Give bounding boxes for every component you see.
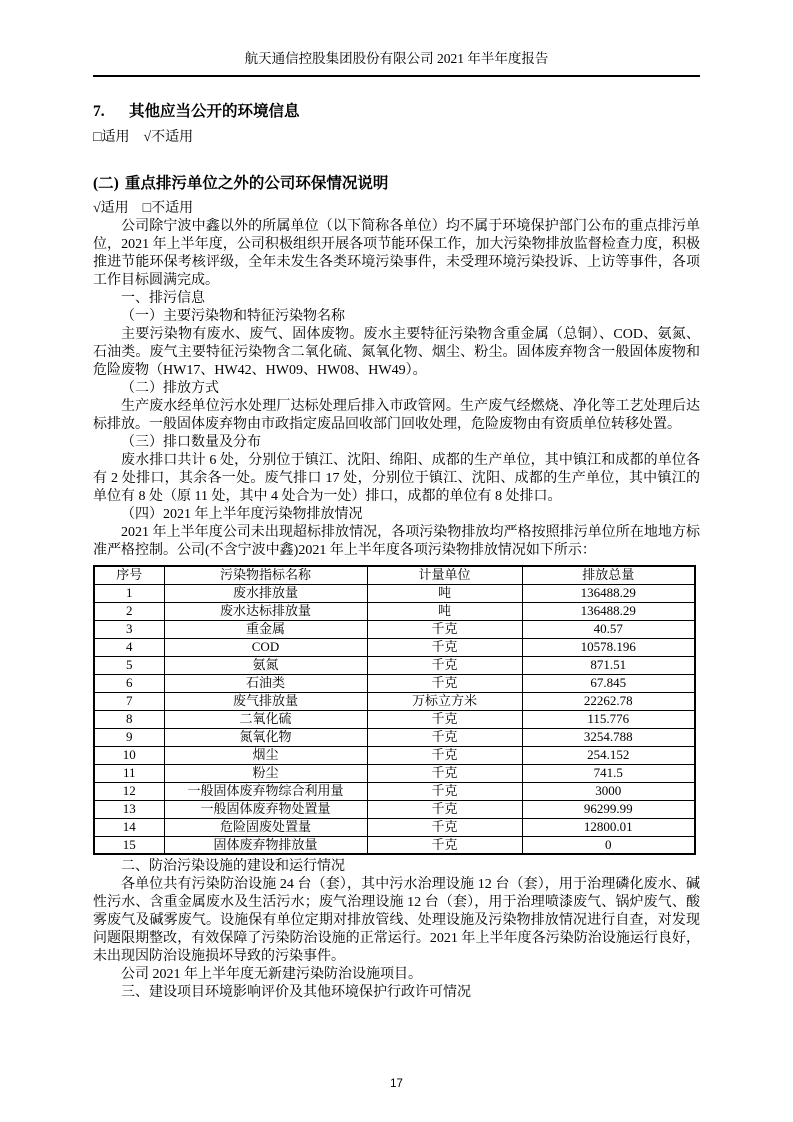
cell-total: 254.152	[522, 746, 695, 764]
cell-index: 10	[94, 746, 164, 764]
cell-index: 3	[94, 620, 164, 638]
cell-total: 22262.78	[522, 692, 695, 710]
paragraph: 公司 2021 年上半年度无新建污染防治设施项目。	[121, 967, 422, 982]
cell-unit: 万标立方米	[367, 692, 522, 710]
cell-unit: 千克	[367, 674, 522, 692]
table-row	[94, 602, 695, 620]
cell-total: 136488.29	[522, 584, 695, 602]
cell-unit: 千克	[367, 638, 522, 656]
cell-total: 741.5	[522, 764, 695, 782]
table-header-row	[94, 566, 695, 584]
cell-unit: 千克	[367, 746, 522, 764]
cell-total: 12800.01	[522, 818, 695, 836]
cell-pollutant: 一般固体废弃物综合利用量	[164, 782, 367, 800]
cell-total: 10578.196	[522, 638, 695, 656]
cell-pollutant: 危险固废处置量	[164, 818, 367, 836]
cell-total: 3254.788	[522, 728, 695, 746]
section-env-heading	[93, 174, 700, 193]
cell-index: 12	[94, 782, 164, 800]
cell-index: 7	[94, 692, 164, 710]
cell-total: 0	[522, 836, 695, 854]
cell-pollutant: 废水达标排放量	[164, 602, 367, 620]
cell-index: 14	[94, 818, 164, 836]
cell-unit: 千克	[367, 728, 522, 746]
cell-index: 8	[94, 710, 164, 728]
paragraph: 废水排口共计 6 处，分别位于镇江、沈阳、绵阳、成都的生产单位，其中镇江和成都的单位各有 2 处排口，其余各一处。废气排口 17 处，分别位于镇江、沈阳、成都的生产单位，其中镇江的单位有 8 处（原 11 处，其中 4 处合为一处）排口，成都的单位有 8 处排口。	[93, 453, 700, 504]
cell-total: 871.51	[522, 656, 695, 674]
paragraph: 生产废水经单位污水处理厂达标处理后排入市政管网。生产废气经燃烧、净化等工艺处理后达标排放。一般固体废弃物由市政指定废品回收部门回收处理，危险废物由有资质单位转移处置。	[93, 399, 700, 432]
cell-pollutant: 废气排放量	[164, 692, 367, 710]
cell-pollutant: 二氧化硫	[164, 710, 367, 728]
cell-pollutant: 烟尘	[164, 746, 367, 764]
cell-index: 5	[94, 656, 164, 674]
cell-unit: 吨	[367, 602, 522, 620]
cell-unit: 千克	[367, 620, 522, 638]
paragraph: （一）主要污染物和特征污染物名称	[121, 309, 345, 324]
cell-pollutant: 固体废弃物排放量	[164, 836, 367, 854]
paragraphs-before-table	[93, 218, 700, 560]
paragraph: 公司除宁波中鑫以外的所属单位（以下简称各单位）均不属于环境保护部门公布的重点排污单位，2021 年上半年度，公司积极组织开展各项节能环保工作，加大污染物排放监督检查力度，积极推进节能环保考核评级，全年未发生各类环境污染事件，未受理环境污染投诉、上访等事件，各项工作目标圆满完成。	[93, 219, 700, 288]
cell-unit: 千克	[367, 818, 522, 836]
table-row	[94, 728, 695, 746]
section-7-applicability: □适用 √不适用	[93, 130, 194, 145]
column-header-unit: 计量单位	[367, 566, 522, 584]
table-row	[94, 782, 695, 800]
report-title: 航天通信控股集团股份有限公司 2021 年半年度报告	[244, 51, 549, 66]
cell-pollutant: 废水排放量	[164, 584, 367, 602]
section-env-applicability: √适用 □不适用	[93, 201, 194, 216]
pollutant-emission-table	[93, 565, 696, 855]
cell-pollutant: 氮氧化物	[164, 728, 367, 746]
cell-unit: 千克	[367, 710, 522, 728]
table-row	[94, 656, 695, 674]
table-row	[94, 800, 695, 818]
section-7-title: 其他应当公开的环境信息	[129, 103, 300, 120]
cell-total: 96299.99	[522, 800, 695, 818]
table-body	[94, 584, 695, 854]
paragraph: （二）排放方式	[121, 381, 219, 396]
cell-index: 13	[94, 800, 164, 818]
paragraph: （三）排口数量及分布	[121, 435, 261, 450]
table-row	[94, 638, 695, 656]
cell-unit: 千克	[367, 836, 522, 854]
cell-pollutant: 重金属	[164, 620, 367, 638]
cell-total: 67.845	[522, 674, 695, 692]
page-number: 17	[390, 1078, 403, 1090]
table-row	[94, 836, 695, 854]
table-row	[94, 692, 695, 710]
cell-pollutant: COD	[164, 638, 367, 656]
paragraph: 二、防治污染设施的建设和运行情况	[121, 859, 345, 874]
table-row	[94, 710, 695, 728]
section-env-number: (二)	[93, 175, 119, 192]
cell-index: 2	[94, 602, 164, 620]
cell-index: 15	[94, 836, 164, 854]
cell-unit: 吨	[367, 584, 522, 602]
cell-index: 6	[94, 674, 164, 692]
cell-pollutant: 氨氮	[164, 656, 367, 674]
paragraph: （四）2021 年上半年度污染物排放情况	[121, 507, 363, 522]
cell-index: 9	[94, 728, 164, 746]
table-row	[94, 674, 695, 692]
cell-unit: 千克	[367, 800, 522, 818]
paragraph: 主要污染物有废水、废气、固体废物。废水主要特征污染物含重金属（总铜）、COD、氨氮、石油类。废气主要特征污染物含二氧化硫、氮氧化物、烟尘、粉尘。固体废弃物含一般固体废物和危险废物（HW17、HW42、HW09、HW08、HW49）。	[93, 327, 700, 378]
cell-pollutant: 石油类	[164, 674, 367, 692]
cell-total: 115.776	[522, 710, 695, 728]
section-env-title: 重点排污单位之外的公司环保情况说明	[124, 175, 389, 192]
paragraph: 一、排污信息	[121, 291, 205, 306]
cell-index: 4	[94, 638, 164, 656]
cell-index: 1	[94, 584, 164, 602]
table-row	[94, 818, 695, 836]
column-header-total: 排放总量	[522, 566, 695, 584]
section-7-number: 7.	[93, 103, 105, 120]
cell-pollutant: 粉尘	[164, 764, 367, 782]
paragraph: 2021 年上半年度公司未出现超标排放情况，各项污染物排放均严格按照排污单位所在地地方标准严格控制。公司(不含宁波中鑫)2021 年上半年度各项污染物排放情况如下所示：	[93, 525, 700, 558]
paragraph: 三、建设项目环境影响评价及其他环境保护行政许可情况	[121, 985, 471, 1000]
column-header-pollutant: 污染物指标名称	[164, 566, 367, 584]
table-row	[94, 764, 695, 782]
cell-pollutant: 一般固体废弃物处置量	[164, 800, 367, 818]
table-row	[94, 584, 695, 602]
cell-total: 136488.29	[522, 602, 695, 620]
page-header	[93, 50, 700, 77]
table-row	[94, 620, 695, 638]
cell-index: 11	[94, 764, 164, 782]
column-header-index: 序号	[94, 566, 164, 584]
cell-total: 40.57	[522, 620, 695, 638]
paragraph: 各单位共有污染防治设施 24 台（套），其中污水治理设施 12 台（套），用于治理磷化废水、碱性污水、含重金属废水及生活污水；废气治理设施 12 台（套），用于治理喷漆废气、锅炉废气、酸雾废气及碱雾废气。设施保有单位定期对排放管线、处理设施及污染物排放情况进行自查，对发现问题限期整改，有效保障了污染防治设施的正常运行。2021 年上半年度各污染防治设施运行良好，未出现因防治设施损坏导致的污染事件。	[93, 877, 700, 964]
cell-unit: 千克	[367, 782, 522, 800]
table-row	[94, 746, 695, 764]
cell-unit: 千克	[367, 656, 522, 674]
cell-unit: 千克	[367, 764, 522, 782]
cell-total: 3000	[522, 782, 695, 800]
section-7-heading	[93, 102, 700, 121]
paragraphs-after-table	[93, 858, 700, 1002]
